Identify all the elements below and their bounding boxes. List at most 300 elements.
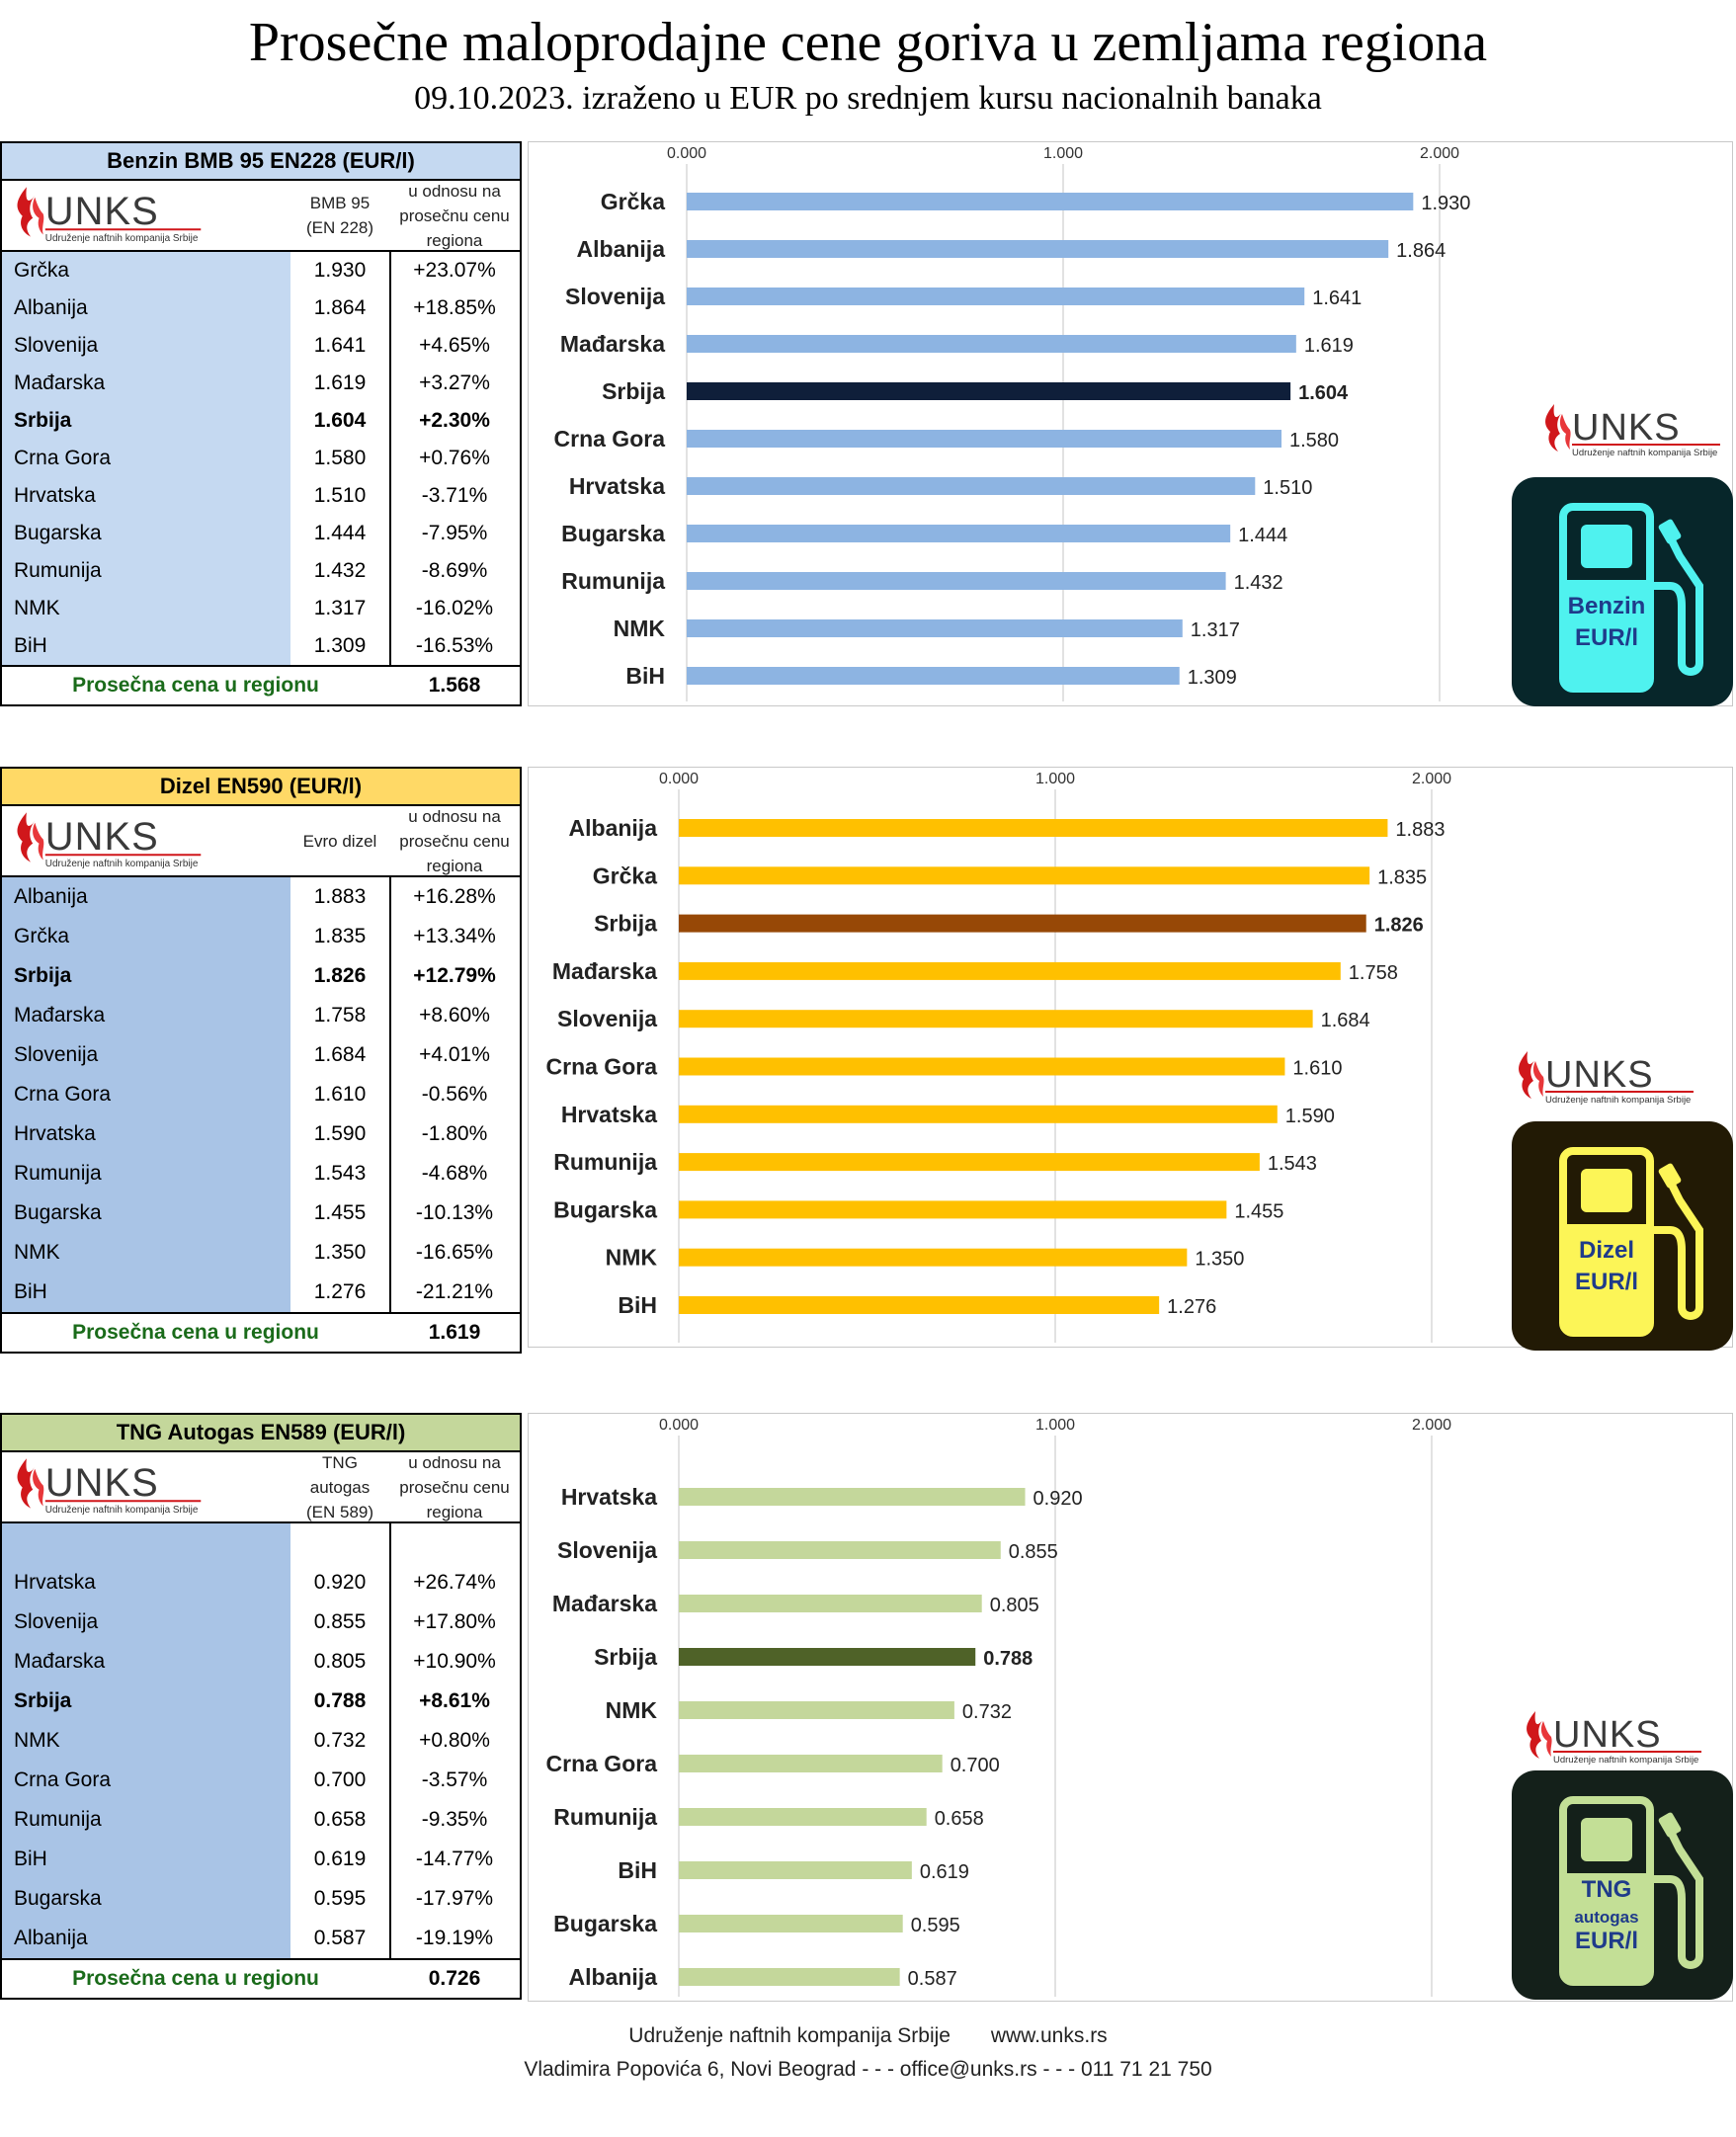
row-country: Crna Gora <box>14 1768 112 1791</box>
table-logo <box>8 808 206 872</box>
bar-category-label: Slovenija <box>565 284 665 309</box>
row-diff: -9.35% <box>421 1808 488 1831</box>
row-diff: +0.80% <box>419 1729 490 1752</box>
average-value: 1.619 <box>428 1321 481 1344</box>
flame-inner-icon <box>1560 414 1571 450</box>
bar-category-label: NMK <box>613 616 665 641</box>
average-label: Prosečna cena u regionu <box>72 674 319 697</box>
bar-hrvatska <box>679 1106 1278 1123</box>
row-country: Srbija <box>14 964 72 987</box>
table-body <box>2 877 520 1312</box>
row-price: 1.455 <box>313 1201 367 1224</box>
bar-crna-gora <box>687 430 1281 448</box>
page-title: Prosečne maloprodajne cene goriva u zemljama regiona <box>248 12 1488 73</box>
row-price: 0.920 <box>313 1571 367 1594</box>
bar-value-label: 0.855 <box>1008 1541 1058 1563</box>
x-tick-label: 1.000 <box>1042 145 1084 162</box>
flame-icon <box>18 187 36 236</box>
tng-price-table <box>0 1413 522 2000</box>
table-row <box>2 327 520 365</box>
row-diff: +17.80% <box>413 1610 496 1633</box>
row-price: 1.641 <box>313 334 367 357</box>
row-price: 0.788 <box>313 1689 367 1712</box>
dizel-icon-tile <box>1512 1121 1733 1351</box>
bar-srbija <box>687 382 1290 400</box>
row-price: 1.309 <box>313 634 367 657</box>
bar-category-label: Albanija <box>568 1964 657 1990</box>
bar-bugarska <box>679 1200 1226 1218</box>
row-price: 0.619 <box>313 1848 367 1870</box>
table-row <box>2 1919 520 1958</box>
row-diff: +13.34% <box>413 925 496 947</box>
row-price: 0.805 <box>313 1650 367 1673</box>
bar-albanija <box>679 819 1387 837</box>
price-header-line: (EN 228) <box>305 218 374 237</box>
row-country: Srbija <box>14 1689 72 1712</box>
bar-value-label: 1.317 <box>1190 619 1240 641</box>
table-row <box>2 627 520 665</box>
bar-value-label: 1.930 <box>1421 193 1471 214</box>
icon-label-0: TNG <box>1581 1876 1632 1903</box>
row-country: Srbija <box>14 409 72 432</box>
bar-category-label: Hrvatska <box>568 473 665 499</box>
row-country: NMK <box>14 1729 60 1752</box>
bar-category-label: Crna Gora <box>553 426 665 452</box>
bar-value-label: 0.700 <box>950 1755 1000 1776</box>
average-row <box>2 1958 520 1998</box>
row-country: Slovenija <box>14 1043 99 1066</box>
bar-value-label: 0.732 <box>961 1701 1012 1723</box>
bar-category-label: BiH <box>618 1292 657 1318</box>
icon-label-1: EUR/l <box>1574 624 1639 651</box>
average-value: 1.568 <box>428 674 481 697</box>
logo-name: UNKS <box>1572 407 1681 449</box>
bar-value-label: 0.658 <box>934 1808 984 1830</box>
row-diff: +23.07% <box>413 259 496 282</box>
row-country: Slovenija <box>14 334 99 357</box>
row-price: 1.432 <box>313 559 367 582</box>
table-logo-cell <box>2 806 290 875</box>
row-price: 1.444 <box>313 522 367 544</box>
x-tick-label: 1.000 <box>1034 1417 1076 1434</box>
table-row <box>2 1075 520 1114</box>
row-country: Albanija <box>14 296 88 319</box>
logo-name: UNKS <box>44 1460 159 1505</box>
bar-crna-gora <box>679 1755 943 1772</box>
row-country: Bugarska <box>14 522 102 544</box>
bar-mađarska <box>679 1595 982 1612</box>
bar-category-label: BiH <box>625 663 665 689</box>
bar-value-label: 1.590 <box>1284 1105 1335 1127</box>
bar-bih <box>687 667 1180 685</box>
row-country: Grčka <box>14 259 70 282</box>
bar-category-label: NMK <box>605 1697 657 1723</box>
diff-column-header <box>389 181 520 250</box>
table-row <box>2 996 520 1035</box>
average-label: Prosečna cena u regionu <box>72 1967 319 1990</box>
x-tick-label: 2.000 <box>1411 1417 1452 1434</box>
row-country: Slovenija <box>14 1610 99 1633</box>
logo-tagline: Udruženje naftnih kompanija Srbije <box>44 1504 199 1516</box>
row-price: 1.590 <box>313 1122 367 1145</box>
benzin-icon-tile <box>1512 477 1733 706</box>
row-country: NMK <box>14 597 60 619</box>
row-price: 1.758 <box>313 1004 367 1027</box>
pump-display <box>1581 525 1632 568</box>
row-price: 0.700 <box>313 1768 367 1791</box>
logo-name: UNKS <box>44 189 159 233</box>
bar-value-label: 1.619 <box>1303 335 1354 357</box>
dizel-fuel-pump-icon <box>1512 1121 1733 1351</box>
row-diff: +26.74% <box>413 1571 496 1594</box>
x-tick-label: 0.000 <box>658 1417 700 1434</box>
price-column-header <box>290 806 389 875</box>
row-diff: +0.76% <box>419 447 490 469</box>
bar-category-label: Bugarska <box>553 1911 657 1936</box>
bar-slovenija <box>679 1010 1313 1027</box>
table-row <box>2 477 520 515</box>
bar-value-label: 1.604 <box>1298 382 1349 404</box>
table-row <box>2 515 520 552</box>
bar-category-label: Srbija <box>594 910 657 937</box>
row-diff: +16.28% <box>413 885 496 908</box>
diff-header-line: u odnosu na <box>408 1452 501 1472</box>
bar-srbija <box>679 915 1366 933</box>
bar-rumunija <box>679 1153 1260 1171</box>
bar-category-label: Grčka <box>592 863 657 889</box>
bar-bugarska <box>687 525 1230 542</box>
row-country: Albanija <box>14 1927 88 1949</box>
bar-rumunija <box>687 572 1226 590</box>
footer <box>0 2019 1736 2087</box>
table-row <box>2 1879 520 1919</box>
price-header-line: (EN 589) <box>305 1502 374 1521</box>
bar-value-label: 1.444 <box>1238 525 1288 546</box>
icon-label-1: autogas <box>1574 1908 1639 1927</box>
row-country: Rumunija <box>14 1162 102 1185</box>
bar-category-label: Albanija <box>568 815 657 841</box>
icon-label-0: Dizel <box>1578 1237 1635 1264</box>
table-row <box>2 590 520 627</box>
diff-header-line: regiona <box>426 856 483 875</box>
bar-nmk <box>679 1249 1187 1267</box>
bar-category-label: Mađarska <box>551 1591 657 1616</box>
bar-mađarska <box>687 335 1296 353</box>
row-diff: +4.65% <box>419 334 490 357</box>
diff-column-header <box>389 806 520 875</box>
row-country: Crna Gora <box>14 1083 112 1106</box>
bar-value-label: 0.595 <box>910 1915 960 1936</box>
flame-icon <box>1519 1051 1535 1099</box>
bar-value-label: 0.805 <box>989 1595 1039 1616</box>
row-country: BiH <box>14 1280 47 1303</box>
tng-unks-logo <box>1518 1707 1705 1768</box>
logo-tagline: Udruženje naftnih kompanija Srbije <box>1572 448 1718 458</box>
price-header-line: Evro dizel <box>302 831 377 851</box>
row-diff: -17.97% <box>415 1887 494 1910</box>
row-country: Hrvatska <box>14 1122 96 1145</box>
bar-value-label: 1.432 <box>1233 572 1283 594</box>
benzin-logo <box>1536 400 1724 461</box>
bar-category-label: BiH <box>618 1857 657 1883</box>
row-diff: -14.77% <box>415 1848 494 1870</box>
bar-crna-gora <box>679 1058 1284 1076</box>
table-logo <box>8 1454 206 1519</box>
bar-value-label: 1.758 <box>1348 961 1398 984</box>
row-diff: -10.13% <box>415 1201 494 1224</box>
row-country: Grčka <box>14 925 70 947</box>
table-row <box>2 252 520 289</box>
price-header-line: autogas <box>309 1477 371 1497</box>
bar-category-label: Crna Gora <box>545 1053 657 1080</box>
row-price: 1.317 <box>313 597 367 619</box>
footer-line-2: Vladimira Popovića 6, Novi Beograd - - - office@unks.rs - - - 011 71 21 750 <box>524 2058 1212 2081</box>
row-diff: -1.80% <box>421 1122 488 1145</box>
row-price: 1.580 <box>313 447 367 469</box>
diff-header-line: regiona <box>426 1502 483 1521</box>
bar-category-label: Slovenija <box>557 1006 657 1032</box>
bar-value-label: 0.788 <box>983 1648 1033 1670</box>
x-tick-label: 2.000 <box>1411 771 1452 787</box>
table-row <box>2 1642 520 1682</box>
row-country: Hrvatska <box>14 1571 96 1594</box>
bar-value-label: 0.587 <box>907 1968 957 1990</box>
row-price: 1.826 <box>313 964 367 987</box>
bar-rumunija <box>679 1808 927 1826</box>
flame-inner-icon <box>33 1469 43 1507</box>
bar-value-label: 0.920 <box>1033 1488 1083 1510</box>
logo-tagline: Udruženje naftnih kompanija Srbije <box>1545 1095 1692 1106</box>
flame-icon <box>18 1458 36 1508</box>
bar-category-label: Mađarska <box>551 957 657 984</box>
row-country: Bugarska <box>14 1887 102 1910</box>
flame-icon <box>1527 1711 1543 1759</box>
bar-value-label: 1.276 <box>1167 1296 1217 1318</box>
flame-inner-icon <box>33 198 43 235</box>
x-tick-label: 0.000 <box>666 145 707 162</box>
bar-srbija <box>679 1648 975 1666</box>
x-tick-label: 2.000 <box>1419 145 1460 162</box>
row-price: 1.930 <box>313 259 367 282</box>
table-row <box>2 1563 520 1603</box>
dizel-unks-logo <box>1510 1047 1697 1109</box>
row-price: 1.543 <box>313 1162 367 1185</box>
row-price: 1.604 <box>313 409 367 432</box>
benzin-fuel-pump-icon <box>1512 477 1733 706</box>
table-title: Benzin BMB 95 EN228 (EUR/l) <box>2 143 520 181</box>
row-country: BiH <box>14 634 47 657</box>
footer-line-1: Udruženje naftnih kompanija Srbije www.unks.rs <box>628 2024 1108 2047</box>
table-row <box>2 1721 520 1761</box>
bar-hrvatska <box>679 1488 1026 1506</box>
bar-value-label: 1.610 <box>1292 1057 1343 1080</box>
row-diff: +12.79% <box>413 964 496 987</box>
bar-category-label: Srbija <box>594 1644 657 1670</box>
row-price: 1.610 <box>313 1083 367 1106</box>
tng-logo <box>1518 1707 1705 1768</box>
table-subheader <box>2 1452 520 1523</box>
bar-nmk <box>679 1701 954 1719</box>
icon-label-0: Benzin <box>1567 593 1646 619</box>
logo-tagline: Udruženje naftnih kompanija Srbije <box>1553 1755 1699 1766</box>
bar-value-label: 1.684 <box>1320 1010 1370 1032</box>
bar-value-label: 1.580 <box>1288 430 1340 452</box>
row-price: 1.510 <box>313 484 367 507</box>
dizel-logo <box>1510 1047 1697 1109</box>
row-country: Mađarska <box>14 1004 106 1027</box>
table-row <box>2 1193 520 1233</box>
x-tick-label: 1.000 <box>1034 771 1076 787</box>
table-title: Dizel EN590 (EUR/l) <box>2 769 520 806</box>
price-column-header <box>290 1452 389 1521</box>
row-country: Rumunija <box>14 1808 102 1831</box>
bar-category-label: Hrvatska <box>560 1484 657 1510</box>
row-diff: +8.60% <box>419 1004 490 1027</box>
logo-name: UNKS <box>1545 1054 1654 1096</box>
table-subheader <box>2 181 520 252</box>
row-diff: +8.61% <box>419 1689 490 1712</box>
table-logo <box>8 183 206 247</box>
table-row <box>2 552 520 590</box>
row-country: Mađarska <box>14 1650 106 1673</box>
bar-category-label: Srbija <box>602 378 665 404</box>
diff-header-line: u odnosu na <box>408 806 501 826</box>
pump-display <box>1581 1818 1632 1861</box>
row-country: Rumunija <box>14 559 102 582</box>
average-label: Prosečna cena u regionu <box>72 1321 319 1344</box>
row-country: BiH <box>14 1848 47 1870</box>
bar-value-label: 1.543 <box>1267 1153 1317 1176</box>
row-price: 1.276 <box>313 1280 367 1303</box>
bar-value-label: 1.641 <box>1312 288 1363 309</box>
pump-display <box>1581 1169 1632 1212</box>
table-row <box>2 1800 520 1840</box>
bar-category-label: Bugarska <box>553 1196 657 1223</box>
row-price: 1.619 <box>313 371 367 394</box>
row-diff: +18.85% <box>413 296 496 319</box>
table-logo-cell <box>2 181 290 250</box>
bar-category-label: Albanija <box>576 236 665 262</box>
row-diff: -3.57% <box>421 1768 488 1791</box>
bar-grčka <box>687 193 1413 210</box>
table-row <box>2 1035 520 1075</box>
diff-header-line: prosečnu cenu <box>399 831 510 851</box>
icon-label-1: EUR/l <box>1574 1269 1639 1295</box>
bar-category-label: Crna Gora <box>545 1751 657 1776</box>
logo-tagline: Udruženje naftnih kompanija Srbije <box>44 232 199 244</box>
page-subtitle: 09.10.2023. izraženo u EUR po srednjem kursu nacionalnih banaka <box>414 80 1322 117</box>
row-diff: -16.65% <box>415 1241 494 1264</box>
row-diff: -0.56% <box>421 1083 488 1106</box>
row-diff: -16.53% <box>415 634 494 657</box>
icon-label-2: EUR/l <box>1574 1928 1639 1954</box>
row-diff: +3.27% <box>419 371 490 394</box>
diff-header-line: regiona <box>426 230 483 250</box>
bar-bih <box>679 1861 912 1879</box>
row-price: 0.732 <box>313 1729 367 1752</box>
diff-header-line: u odnosu na <box>408 181 501 201</box>
bar-value-label: 0.619 <box>919 1861 969 1883</box>
row-diff: +10.90% <box>413 1650 496 1673</box>
bar-slovenija <box>687 288 1304 305</box>
flame-inner-icon <box>1533 1061 1544 1097</box>
row-country: Crna Gora <box>14 447 112 469</box>
bar-category-label: Grčka <box>600 189 665 214</box>
row-price: 1.883 <box>313 885 367 908</box>
row-price: 0.658 <box>313 1808 367 1831</box>
row-country: NMK <box>14 1241 60 1264</box>
row-diff: +2.30% <box>419 409 490 432</box>
table-row <box>2 956 520 996</box>
bar-bugarska <box>679 1915 903 1932</box>
benzin-unks-logo <box>1536 400 1724 461</box>
price-header-line: BMB 95 <box>309 194 371 212</box>
logo-name: UNKS <box>1553 1714 1662 1756</box>
row-price: 0.587 <box>313 1927 367 1949</box>
table-row <box>2 1682 520 1721</box>
row-price: 1.864 <box>313 296 367 319</box>
bar-albanija <box>679 1968 900 1986</box>
table-title: TNG Autogas EN589 (EUR/l) <box>2 1415 520 1452</box>
table-row <box>2 1273 520 1312</box>
table-row <box>2 289 520 327</box>
row-diff: -3.71% <box>421 484 488 507</box>
table-logo-cell <box>2 1452 290 1521</box>
table-row <box>2 1840 520 1879</box>
bar-category-label: Slovenija <box>557 1537 657 1563</box>
tng-fuel-pump-icon <box>1512 1770 1733 2000</box>
dizel-price-table <box>0 767 522 1354</box>
table-row <box>2 877 520 917</box>
bar-category-label: Rumunija <box>553 1149 657 1176</box>
diff-column-header <box>389 1452 520 1521</box>
bar-hrvatska <box>687 477 1255 495</box>
row-country: Hrvatska <box>14 484 96 507</box>
row-diff: -21.21% <box>415 1280 494 1303</box>
row-diff: -8.69% <box>421 559 488 582</box>
table-body <box>2 252 520 665</box>
table-subheader <box>2 806 520 877</box>
row-country: Bugarska <box>14 1201 102 1224</box>
diff-header-line: prosečnu cenu <box>399 205 510 225</box>
table-row <box>2 1761 520 1800</box>
bar-value-label: 1.510 <box>1263 477 1313 499</box>
bar-value-label: 1.864 <box>1396 240 1447 262</box>
bar-value-label: 1.455 <box>1234 1200 1284 1223</box>
table-row <box>2 1603 520 1642</box>
table-row <box>2 365 520 402</box>
flame-inner-icon <box>33 823 43 861</box>
logo-name: UNKS <box>44 814 159 859</box>
bar-bih <box>679 1296 1159 1314</box>
row-price: 1.350 <box>313 1241 367 1264</box>
bar-category-label: Hrvatska <box>560 1101 657 1127</box>
benzin-price-table <box>0 141 522 706</box>
average-value: 0.726 <box>428 1967 481 1990</box>
bar-grčka <box>679 866 1369 884</box>
table-row <box>2 440 520 477</box>
bar-category-label: Mađarska <box>559 331 665 357</box>
row-country: Albanija <box>14 885 88 908</box>
bar-category-label: Rumunija <box>561 568 665 594</box>
tng-icon-tile <box>1512 1770 1733 2000</box>
x-tick-label: 0.000 <box>658 771 700 787</box>
row-diff: -19.19% <box>415 1927 494 1949</box>
flame-inner-icon <box>1541 1721 1552 1757</box>
bar-category-label: NMK <box>605 1244 657 1271</box>
bar-value-label: 1.883 <box>1395 819 1446 841</box>
average-row <box>2 665 520 704</box>
